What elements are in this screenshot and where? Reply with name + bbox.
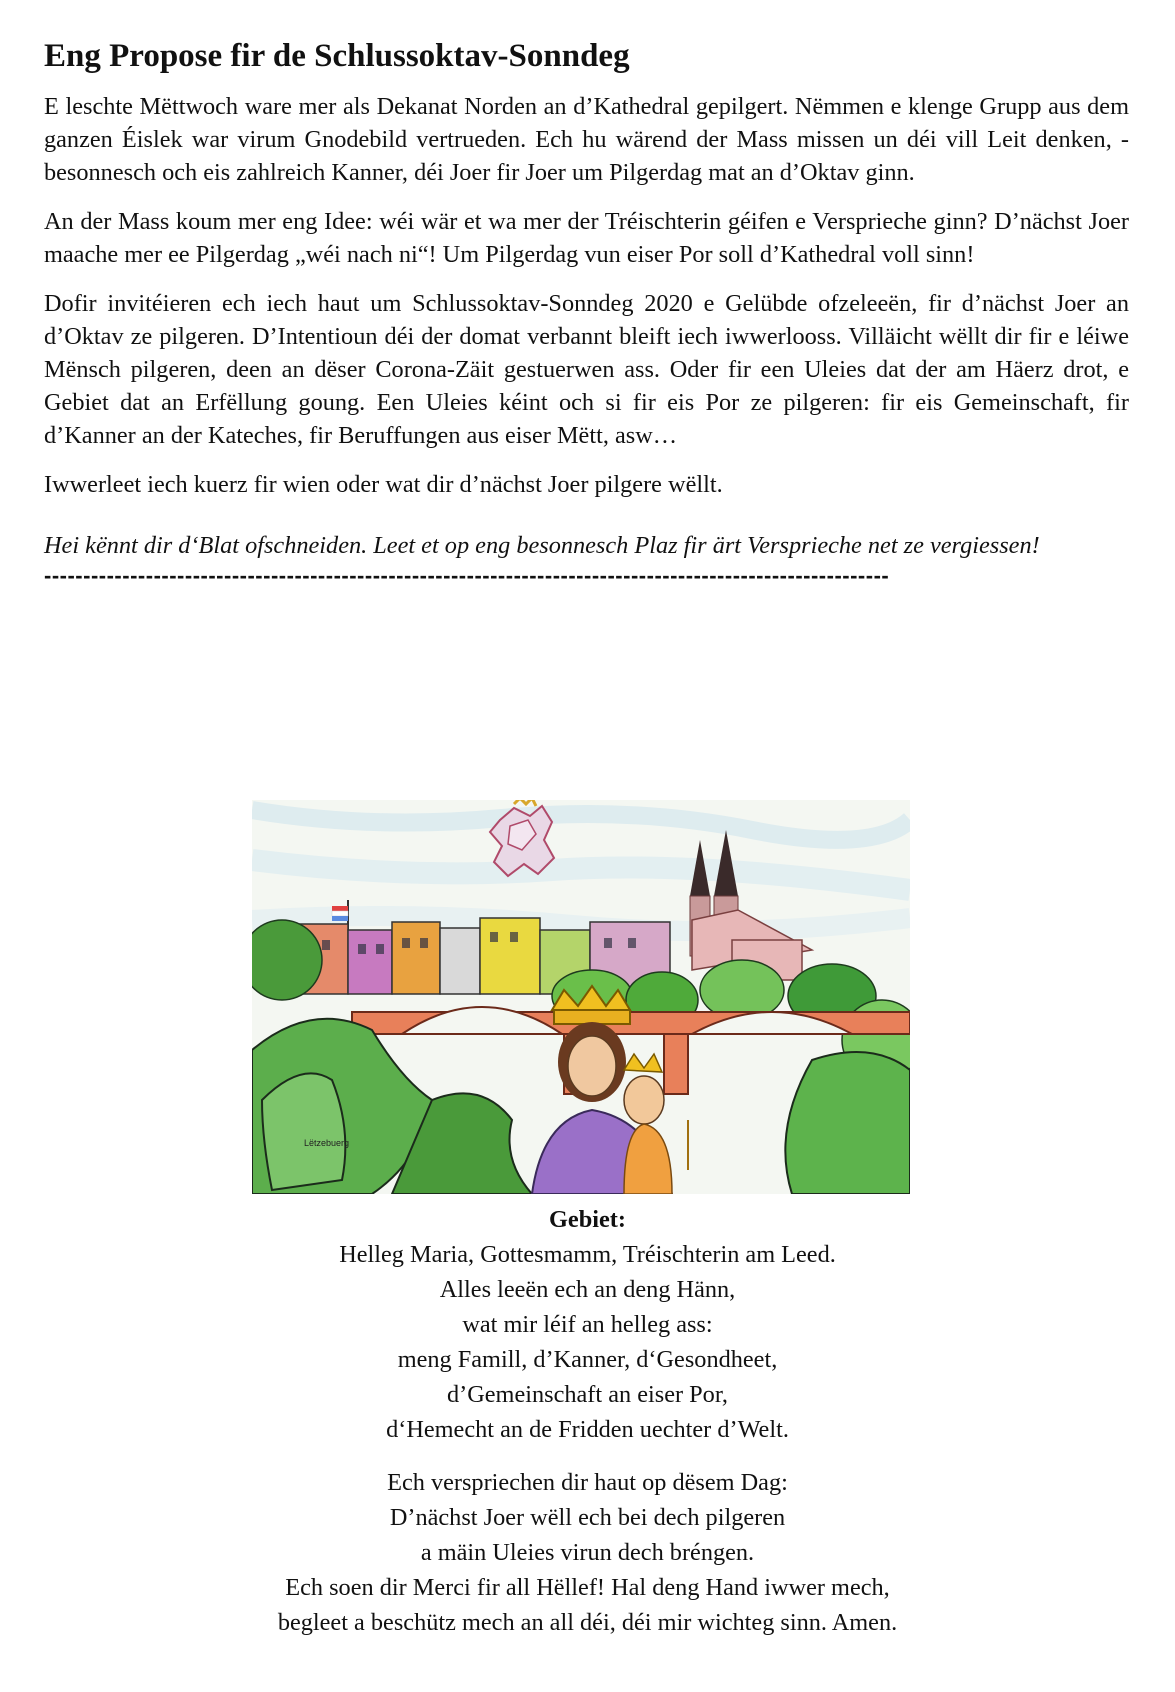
prayer-line: Ech verspriechen dir haut op dësem Dag: [387,1469,788,1496]
prayer-line: D’nächst Joer wëll ech bei dech pilgeren [389,1504,786,1531]
childrens-drawing-image [252,800,910,1194]
paragraph-1: E leschte Mëttwoch ware mer als Dekanat Norden an d’Kathedral gepilgert. Nëmmen e klenge Grupp aus dem ganzen Éislek war virum Gnodebild vertrueden. Ech hu wärend der Mass missen un déi vill Leit denken, - besonnesch och eis zahlreich Kanner, déi Joer fir Joer um Pilgerdag mat an d’Oktav ginn. [44,93,1129,186]
prayer-line: wat mir léif an helleg ass: [462,1311,713,1338]
prayer-stanza-1 [0,1237,1175,1447]
prayer-line: a mäin Uleies virun dech bréngen. [420,1539,755,1566]
prayer-line: Alles leeën ech an deng Hänn, [439,1276,736,1303]
page-title: Eng Propose fir de Schlussoktav-Sonndeg [44,38,630,74]
prayer-line: Ech soen dir Merci fir all Hëllef! Hal deng Hand iwwer mech, [285,1574,890,1601]
prayer-line: Helleg Maria, Gottesmamm, Tréischterin am Leed. [339,1241,836,1268]
prayer-line: d’Gemeinschaft an eiser Por, [446,1381,729,1408]
paragraph-3: Dofir invitéieren ech iech haut um Schlussoktav-Sonndeg 2020 e Gelübde ofzeleeën, fir d’nächst Joer an d’Oktav ze pilgeren. D’Intentioun déi der domat verbannt bleift iech iwwerlooss. Villäicht wëllt dir fir e léiwe Mënsch pilgeren, deen an dëser Corona-Zäit gestuerwen ass. Oder fir een Uleies dat der am Häerz drot, e Gebiet dat an Erfëllung goung. Een Uleies kéint och si fir eis Por ze pilgeren: fir eis Gemeinschaft, fir d’Kanner an der Kateches, fir Beruffungen aus eiser Mëtt, asw… [44,290,1129,449]
document-page [44,36,1129,588]
prayer-line: begleet a beschütz mech an all déi, déi mir wichteg sinn. Amen. [277,1609,898,1636]
cut-line: ------------------------------------------------------------------------------------------------------------ [44,564,890,588]
prayer-title: Gebiet: [549,1206,626,1233]
prayer-stanza-2 [0,1465,1175,1640]
drawing-signature: Lëtzebuerg [304,1138,350,1148]
prayer-line: meng Famill, d’Kanner, d‘Gesondheet, [397,1346,778,1373]
paragraph-2: An der Mass koum mer eng Idee: wéi wär et wa mer der Tréischterin géifen e Versprieche ginn? D’nächst Joer maache mer ee Pilgerdag „wéi nach ni“! Um Pilgerdag vun eiser Por soll d’Kathedral voll sinn! [44,208,1129,268]
cut-instruction: Hei kënnt dir d‘Blat ofschneiden. Leet et op eng besonnesch Plaz fir ärt Versprieche net ze vergiessen! [44,532,1040,559]
prayer-line: d‘Hemecht an de Fridden uechter d’Welt. [386,1416,789,1443]
paragraph-4: Iwwerleet iech kuerz fir wien oder wat dir d’nächst Joer pilgere wëllt. [44,471,723,498]
prayer-section [0,1202,1175,1640]
